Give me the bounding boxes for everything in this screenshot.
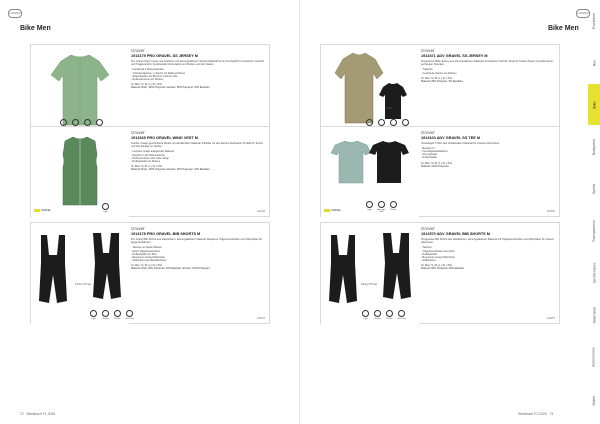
- right-page: [300, 0, 600, 424]
- product-card[interactable]: [30, 44, 270, 135]
- feature-icon: Stretch: [101, 310, 110, 320]
- product-card[interactable]: [30, 222, 270, 324]
- side-tab[interactable]: Transparence: [588, 210, 600, 252]
- product-card[interactable]: [30, 126, 270, 217]
- product-card[interactable]: [320, 222, 560, 324]
- feature-glyph-icon: [374, 310, 381, 317]
- product-specs: Gr. Men: S | M | L | XL | XXL Material: 95% Polyester, 5% Elasthan: [421, 76, 463, 83]
- side-nav: [588, 0, 600, 424]
- feature-glyph-icon: [84, 119, 91, 126]
- feature-glyph-icon: [60, 119, 67, 126]
- side-tab[interactable]: Bodywear: [588, 126, 600, 168]
- product-code: 191317: [257, 317, 265, 320]
- product-card[interactable]: [320, 126, 560, 217]
- product-name: 1913165 PRO GRAVEL WIND VEST M: [131, 136, 198, 140]
- side-tab[interactable]: Sports: [588, 168, 600, 210]
- feature-icon: Light: [89, 310, 98, 320]
- feature-glyph-icon: [366, 201, 373, 208]
- variant-label: OLIVE: [385, 107, 393, 110]
- side-tab[interactable]: Run: [588, 42, 600, 84]
- brand-logo: GONSO: [576, 9, 590, 18]
- product-name: 1912570 ADV GRAVEL BIB SHORTS M: [421, 232, 490, 236]
- feature-icon: Atmungs-aktiv: [377, 201, 386, 213]
- product-description: Progressive Bib Shorts aus elastischem, atmungsaktivem Material mit Trägerkonstruktion und Sitzpolster für Gravel-Abenteuer.: [421, 238, 555, 245]
- brand-logo: GONSO: [8, 9, 22, 18]
- feature-glyph-icon: [366, 119, 373, 126]
- side-tab[interactable]: Spirit/Leisure: [588, 252, 600, 294]
- product-card[interactable]: [320, 44, 560, 135]
- side-tab[interactable]: Accessories: [588, 336, 600, 378]
- product-brand: Gravel: [421, 130, 435, 135]
- product-bullets: - Leichtes, knapp anliegendes Material - Packbar in die Rückentasche - Reißverschluss über volle Länge - Reflexdetails am Rücken: [131, 150, 174, 163]
- footer: [20, 412, 55, 416]
- feature-icon: Light: [101, 203, 110, 213]
- feature-glyph-icon: [386, 310, 393, 317]
- product-brand: Gravel: [421, 48, 435, 53]
- section-title: Bike Men: [20, 25, 51, 32]
- product-name: 1913103 ADV GRAVEL SS TEE M: [421, 136, 481, 140]
- badge-label: GRAVEL: [41, 209, 51, 212]
- feature-icon: Stretch: [373, 310, 382, 320]
- feature-icon: Light: [361, 310, 370, 320]
- product-description: Vielseitiges T-Shirt aus funktionalem Material für Gravel und Freizeit.: [421, 142, 500, 145]
- side-tab-active[interactable]: Bike: [588, 84, 600, 126]
- badge-marker: [34, 209, 40, 212]
- product-description: Pro Gravel Sport Jersey aus leichtem und atmungsaktivem Stretch-Material für ein Hochgefühl mit leichtem Gewicht und Tragekomfort. Funktionelle Netzstruktur am Rücken und den Seiten.: [131, 60, 265, 67]
- product-code: 191310: [547, 210, 555, 213]
- product-specs: Gr. Men: S | M | L | XL | XXL Material: Body: 80% Polyamid, 20% Elasthan; Einsatz: 100% Polyester: [131, 263, 210, 270]
- side-tab[interactable]: Outlet: [588, 378, 600, 424]
- product-brand: Gravel: [421, 226, 435, 231]
- product-code: 191316: [257, 210, 265, 213]
- feature-glyph-icon: [126, 310, 133, 317]
- product-specs: Gr. Men: S | M | L | XL | XXL Material: Body: 100% Polyester; Einsatz: 90% Polyester, 10% Elasthan: [131, 164, 210, 171]
- product-name: 1913178 PRO GRAVEL BIB SHORTS M: [131, 232, 201, 236]
- product-bullets: - Tragkraft - Gesicherte Tasche am Rücken: [421, 68, 457, 75]
- feature-icon: Quick Dry: [125, 310, 134, 320]
- page-number: 73: [549, 412, 554, 416]
- feature-glyph-icon: [398, 310, 405, 317]
- product-code: 191257: [547, 317, 555, 320]
- variant-label: Infinity CP Fast: [361, 283, 378, 286]
- feature-icons: [89, 310, 134, 320]
- feature-glyph-icon: [90, 310, 97, 317]
- feature-icon: Light: [365, 201, 374, 213]
- section-title: Bike Men: [548, 25, 579, 32]
- catalog-name: Werkbuch F1 2025: [26, 412, 56, 416]
- category-badge: [34, 208, 51, 213]
- feature-glyph-icon: [72, 119, 79, 126]
- catalog-name: Werkbuch F1 2025: [518, 412, 547, 416]
- feature-glyph-icon: [390, 201, 397, 208]
- feature-icon: Quick Dry: [397, 310, 406, 320]
- product-description: Leichte, knapp geschnittene Weste mit winddichtem Material. Packbar für den kleinen Rucksack. Perfekt für Touren und den Einsatz im Herbst.: [131, 142, 264, 149]
- feature-glyph-icon: [114, 310, 121, 317]
- product-bullets: - Bequem fit - Feuchtigkeitsableitend - Atmungsaktiv - Reflexdetails: [421, 147, 448, 160]
- product-bullets: - Taschen an beiden Beinen - Mesh-Trägerkonstruktion - Reflexdetails am Bein - Bequemes Gravel-Sitzpolster - Silikonbund am Beinabschluss: [131, 246, 167, 262]
- feature-glyph-icon: [378, 201, 385, 208]
- feature-icons: [361, 310, 406, 320]
- footer: [518, 412, 553, 416]
- feature-glyph-icon: [102, 203, 109, 210]
- feature-icon: Reflex: [113, 310, 122, 320]
- product-description: Pro Gravel Bib Shorts aus elastischem, atmungsaktivem Material. Bequeme Trägerkonstruktion und Sitzpolster für lange Ausfahrten.: [131, 238, 263, 245]
- product-name: 1913471 ADV GRAVEL SS JERSEY M: [421, 54, 488, 58]
- side-tab[interactable]: Frontlaine: [588, 0, 600, 42]
- feature-glyph-icon: [362, 310, 369, 317]
- badge-marker: [324, 209, 330, 212]
- feature-glyph-icon: [378, 119, 385, 126]
- product-brand: Gravel: [131, 130, 145, 135]
- product-name: 1913179 PRO GRAVEL SS JERSEY M: [131, 54, 198, 58]
- side-tab[interactable]: Outerwear: [588, 294, 600, 336]
- product-bullets: - Funktional 3 Rückentaschen - 2 Rückentaschen, 1 Tasche mit Reißverschluss - Silikonstreifen am Bund für sicheren Sitz - Reflexelemente am Rücken: [131, 68, 186, 81]
- feature-glyph-icon: [102, 310, 109, 317]
- feature-icons: [101, 203, 110, 213]
- page-number: 72: [20, 412, 24, 416]
- feature-icon: Reflex: [385, 310, 394, 320]
- feature-glyph-icon: [96, 119, 103, 126]
- product-image: [31, 127, 129, 218]
- product-brand: Gravel: [131, 48, 145, 53]
- feature-icons: [365, 201, 398, 213]
- product-description: Progressive Bike-Jersey aus atmungsaktivem Material mit lockerem Schnitt. Ideal für Gravel-Touren und Abenteuer auf langen Strecken.: [421, 60, 554, 67]
- product-specs: Gr. Men: S | M | L | XL | XXL Material: 80% Polyamid, 20% Elasthan: [421, 263, 465, 270]
- variant-label: Infinity CP Fast: [75, 283, 92, 286]
- feature-icon: Reflex: [389, 201, 398, 213]
- category-badge: [324, 208, 341, 213]
- feature-glyph-icon: [402, 119, 409, 126]
- product-brand: Gravel: [131, 226, 145, 231]
- badge-label: GRAVEL: [331, 209, 341, 212]
- product-specs: Gr. Men: S | M | L | XL | XXL Material: 100% Polyester: [421, 161, 453, 168]
- feature-glyph-icon: [390, 119, 397, 126]
- product-specs: Gr. Men: S | M | L | XL | XXL Material: Body: 100% Polyester; Einsatz: 85% Polyamid, 15% Elasthan: [131, 82, 210, 89]
- product-bullets: - Taschen - Trägerkonstruktion aus Mesh - Reflexdetails - Bequemes Gravel-Sitzpolster - Silikonbund: [421, 246, 456, 262]
